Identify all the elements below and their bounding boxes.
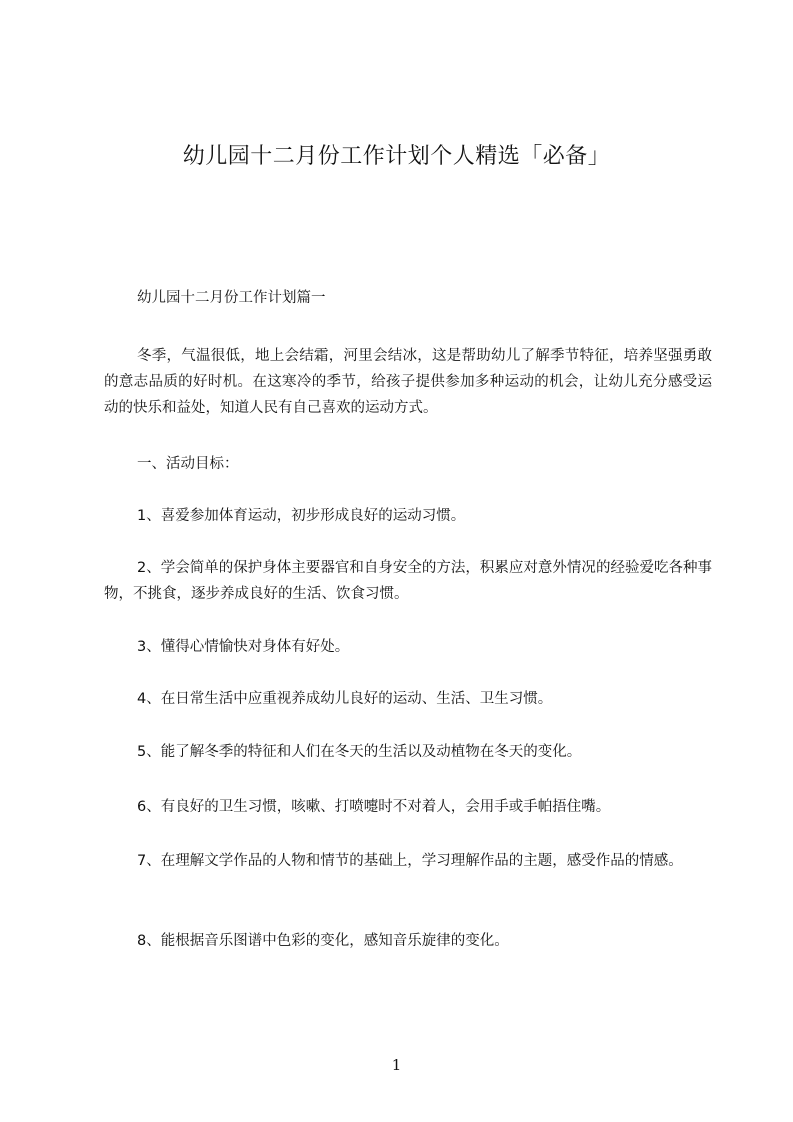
goal-item-1: 1、喜爱参加体育运动，初步形成良好的运动习惯。 [137, 508, 466, 524]
document-title: 幼儿园十二月份工作计划个人精选「必备」 [182, 144, 611, 169]
section-heading: 幼儿园十二月份工作计划篇一 [137, 290, 326, 306]
goal-item-4: 4、在日常生活中应重视养成幼儿良好的运动、生活、卫生习惯。 [137, 691, 553, 707]
goal-item-5: 5、能了解冬季的特征和人们在冬天的生活以及动植物在冬天的变化。 [137, 744, 582, 760]
intro-paragraph: 冬季，气温很低，地上会结霜，河里会结冰，这是帮助幼儿了解季节特征，培养坚强勇敢的意志品质的好时机。在这寒冷的季节，给孩子提供参加多种运动的机会，让幼儿充分感受运动的快乐和益处，知道人民有自己喜欢的运动方式。 [104, 348, 712, 416]
goal-item-3: 3、懂得心情愉快对身体有好处。 [137, 639, 350, 655]
goal-item-2: 2、学会简单的保护身体主要器官和自身安全的方法，积累应对意外情况的经验爱吃各种事物，不挑食，逐步养成良好的生活、饮食习惯。 [104, 560, 712, 602]
page-number: 1 [391, 1056, 402, 1074]
goal-item-7: 7、在理解文学作品的人物和情节的基础上，学习理解作品的主题，感受作品的情感。 [137, 853, 683, 869]
goal-item-8: 8、能根据音乐图谱中色彩的变化，感知音乐旋律的变化。 [137, 933, 509, 949]
goals-heading: 一、活动目标： [137, 456, 239, 472]
goal-item-6: 6、有良好的卫生习惯，咳嗽、打喷嚏时不对着人，会用手或手帕捂住嘴。 [137, 799, 611, 815]
